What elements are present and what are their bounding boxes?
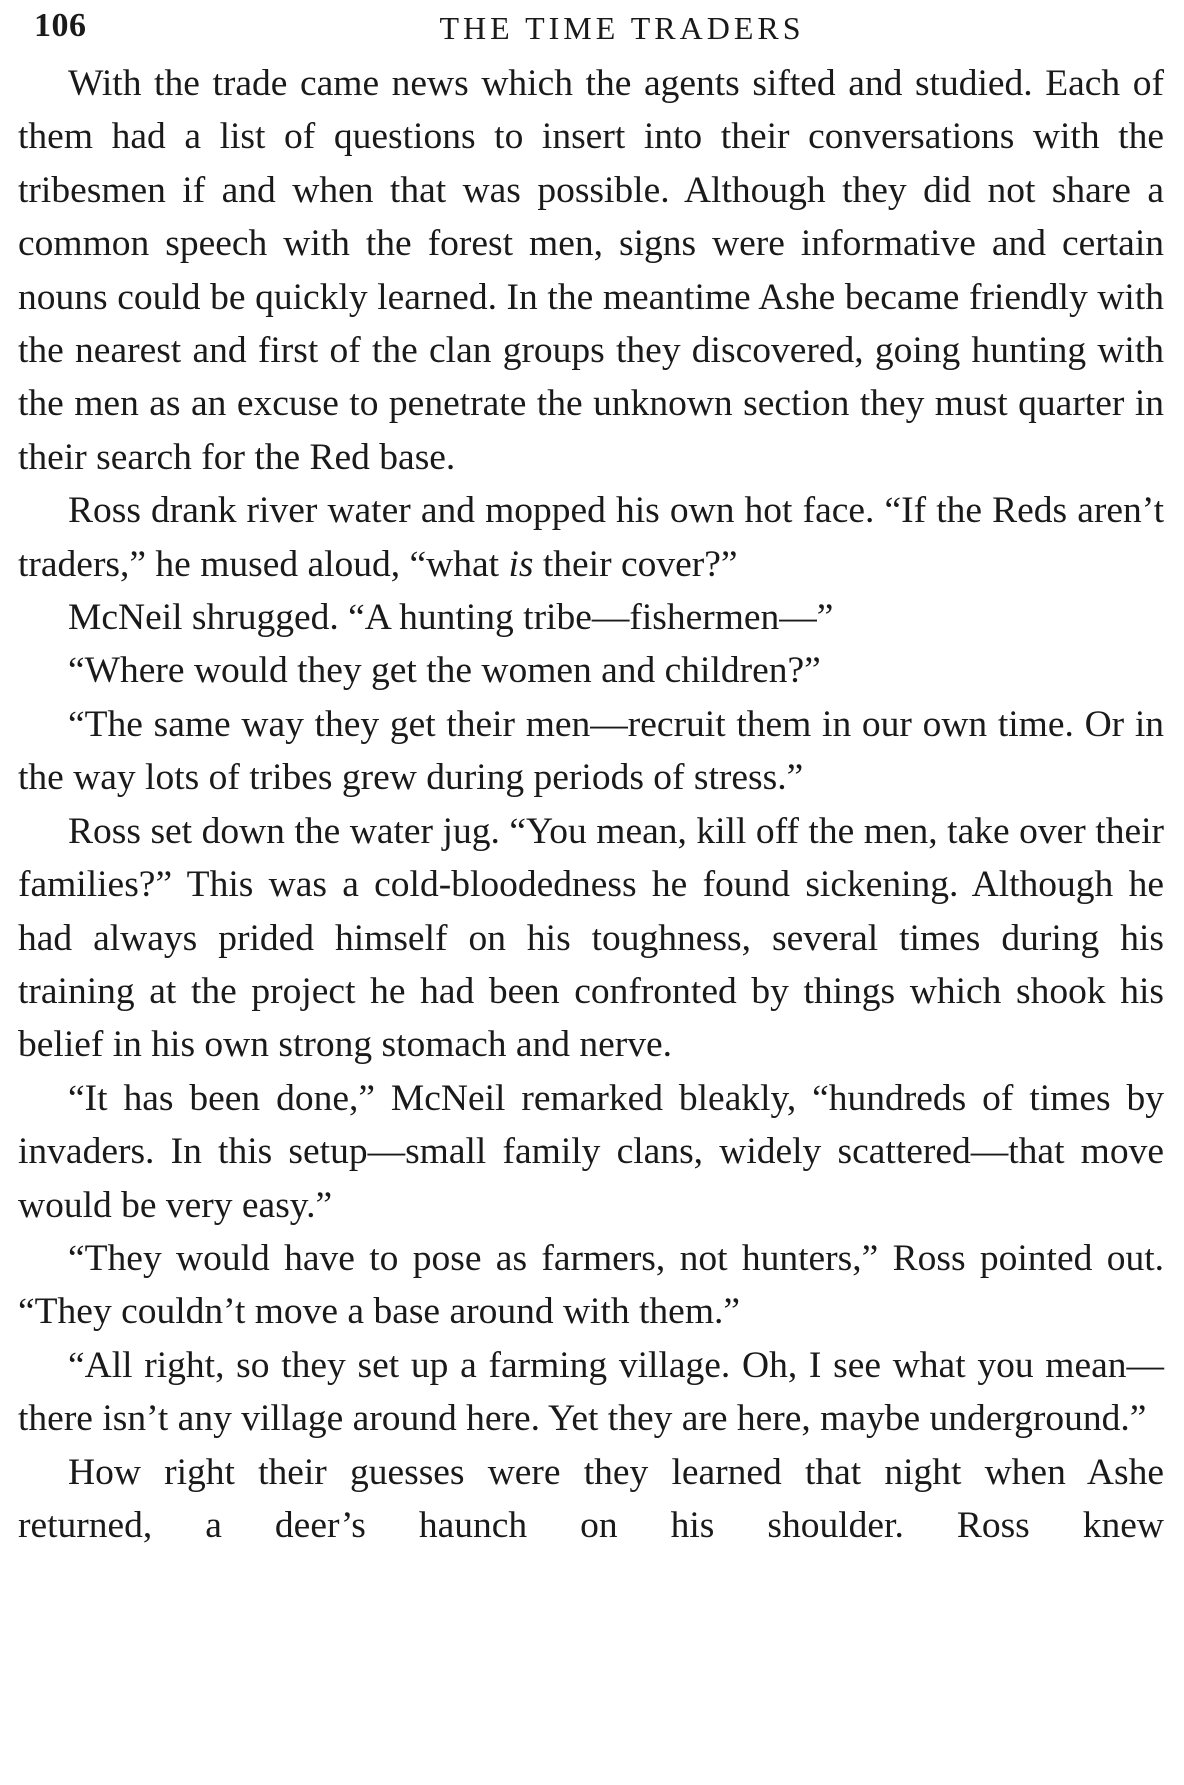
- page-number: 106: [34, 7, 87, 44]
- paragraph-4: “Where would they get the women and children?”: [68, 650, 821, 692]
- paragraph-9: “All right, so they set up a farming village. Oh, I see what you mean—there isn’t any village around here. Yet they are here, maybe underground.”: [18, 1344, 1164, 1440]
- paragraph-2-before: Ross drank river water and mopped his own hot face. “If the Reds aren’t traders,” he mused aloud, “what: [18, 490, 1164, 585]
- paragraph-1: With the trade came news which the agents sifted and studied. Each of them had a list of questions to insert into their conversations with the tribesmen if and when that was possible. Although they did not share a common speech with the forest men, signs were informative and certain nouns could be quickly learned. In the meantime Ashe became friendly with the nearest and first of the clan groups they discovered, going hunting with the men as an excuse to penetrate the unknown section they must quarter in their search for the Red base.: [18, 63, 1164, 478]
- paragraph-5: “The same way they get their men—recruit them in our own time. Or in the way lots of tribes grew during periods of stress.”: [18, 703, 1164, 799]
- paragraph-2-after: their cover?”: [533, 543, 738, 585]
- paragraph-2: [18, 484, 1164, 591]
- running-title: THE TIME TRADERS: [439, 10, 805, 46]
- paragraph-10: How right their guesses were they learned that night when Ashe returned, a deer’s haunch on his shoulder. Ross knew: [18, 1451, 1164, 1546]
- paragraph-2-italic: is: [508, 543, 534, 585]
- paragraph-6: Ross set down the water jug. “You mean, kill off the men, take over their families?” This was a cold-bloodedness he found sickening. Although he had always prided himself on his toughness, several times during his training at the project he had been confronted by things which shook his belief in his own strong stomach and nerve.: [18, 810, 1164, 1066]
- paragraph-8: “They would have to pose as farmers, not hunters,” Ross pointed out. “They couldn’t move a base around with them.”: [18, 1237, 1164, 1333]
- page-header: [30, 4, 1154, 48]
- paragraph-3: McNeil shrugged. “A hunting tribe—fishermen—”: [68, 597, 834, 639]
- body-text: [18, 57, 1164, 1552]
- paragraph-7: “It has been done,” McNeil remarked bleakly, “hundreds of times by invaders. In this setup—small family clans, widely scattered—that move would be very easy.”: [18, 1077, 1164, 1226]
